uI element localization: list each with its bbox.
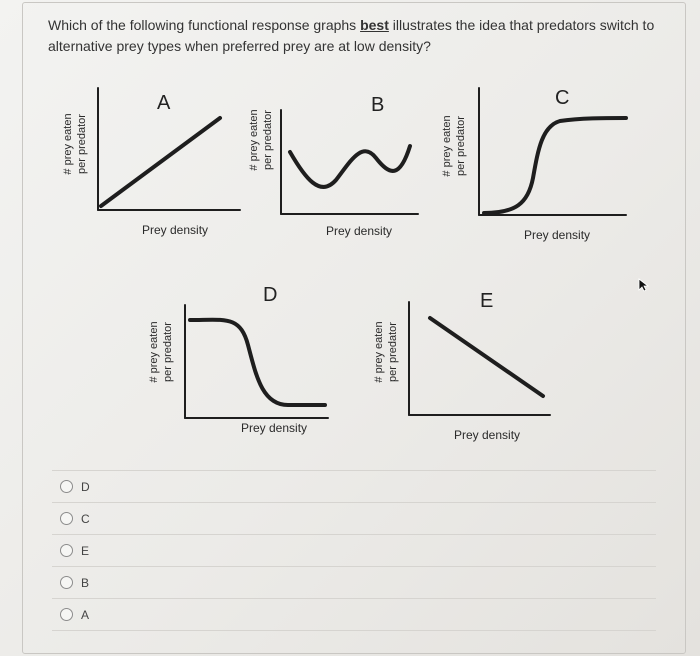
y-label-line: # prey eaten xyxy=(148,321,160,383)
graph-b-x-label: Prey density xyxy=(326,224,393,238)
option-label: E xyxy=(81,543,90,558)
graph-d-y-label xyxy=(147,297,175,407)
option-label: A xyxy=(81,607,90,622)
graph-e-y-label xyxy=(372,297,400,407)
option-label: D xyxy=(81,479,90,494)
graph-a-letter: A xyxy=(157,92,171,114)
answer-options xyxy=(52,470,656,631)
graph-a-y-label xyxy=(61,89,89,199)
option-row[interactable] xyxy=(52,535,656,567)
radio-button[interactable] xyxy=(60,576,73,589)
question-emphasis: best xyxy=(360,17,389,33)
option-row[interactable] xyxy=(52,470,656,503)
y-label-line: per predator xyxy=(455,116,467,176)
y-label-line: per predator xyxy=(262,110,274,170)
option-row[interactable] xyxy=(52,503,656,535)
radio-button[interactable] xyxy=(60,608,73,621)
graph-d-axes xyxy=(185,305,328,418)
graph-e-x-label: Prey density xyxy=(454,428,521,442)
graph-d-curve xyxy=(190,320,325,405)
option-row[interactable] xyxy=(52,599,656,631)
graph-b-curve xyxy=(290,146,410,187)
y-label-line: # prey eaten xyxy=(373,321,385,383)
graph-e-curve xyxy=(430,318,543,396)
graph-c-axes xyxy=(479,88,626,215)
graph-a-curve xyxy=(101,118,220,206)
graph-b-y-label xyxy=(247,85,275,195)
graph-c-letter: C xyxy=(555,87,570,109)
y-label-line: # prey eaten xyxy=(441,115,453,177)
radio-button[interactable] xyxy=(60,544,73,557)
graph-a-x-label: Prey density xyxy=(142,223,209,237)
y-label-line: per predator xyxy=(387,322,399,382)
option-label: C xyxy=(81,511,90,526)
graph-d-letter: D xyxy=(263,284,278,306)
radio-button[interactable] xyxy=(60,480,73,493)
question-text-part: illustrates the idea that predators switch to alternative prey types when preferred prey are at low density? xyxy=(48,17,655,54)
graph-c-curve xyxy=(484,118,626,213)
y-label-line: per predator xyxy=(162,322,174,382)
graph-c-x-label: Prey density xyxy=(524,228,591,242)
y-label-line: # prey eaten xyxy=(248,109,260,171)
graph-d-x-label: Prey density xyxy=(241,421,308,435)
question-text-part: Which of the following functional response graphs xyxy=(48,17,361,33)
y-label-line: per predator xyxy=(76,114,88,174)
radio-button[interactable] xyxy=(60,512,73,525)
graph-b-letter: B xyxy=(371,94,385,116)
graph-c-y-label xyxy=(440,91,468,201)
option-row[interactable] xyxy=(52,567,656,599)
graph-e-letter: E xyxy=(480,290,494,312)
y-label-line: # prey eaten xyxy=(62,113,74,175)
option-label: B xyxy=(81,575,90,590)
mouse-pointer-icon xyxy=(638,278,650,292)
